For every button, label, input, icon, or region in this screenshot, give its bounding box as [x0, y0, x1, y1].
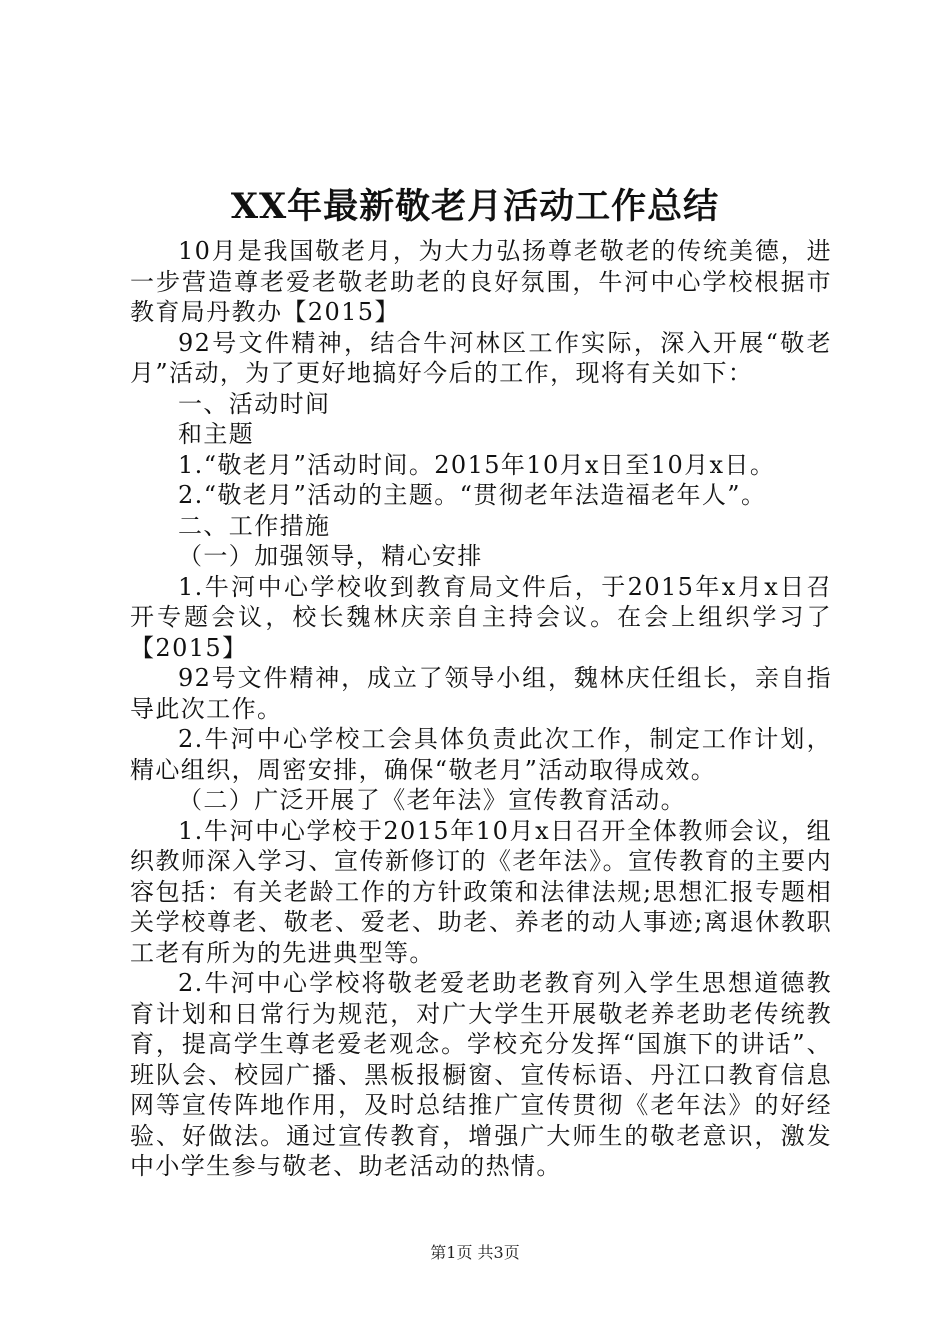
- section-heading-activity-time: 一、活动时间: [178, 389, 331, 418]
- subheading-leadership: （一）加强领导，精心安排: [178, 542, 483, 570]
- section-heading-theme: 和主题: [178, 420, 255, 448]
- page-number-footer: 第1页 共3页: [430, 1243, 520, 1262]
- document-title: XX年最新敬老月活动工作总结: [230, 186, 720, 227]
- document-body: [130, 236, 832, 1182]
- paragraph-leadership-1-continued: 92号文件精神，成立了领导小组，魏林庆任组长，亲自指导此次工作。: [130, 664, 832, 723]
- paragraph-activity-theme: 2.“敬老月”活动的主题。“贯彻老年法造福老年人”。: [178, 481, 767, 509]
- paragraph-publicity-1: 1.牛河中心学校于2015年10月x日召开全体教师会议，组织教师深入学习、宣传新修订的《老年法》。宣传教育的主要内容包括：有关老龄工作的方针政策和法律法规;思想汇报专题相关学校尊老、敬老、爱老、助老、养老的动人事迹;离退休教职工老有所为的先进典型等。: [130, 816, 832, 967]
- section-heading-measures: 二、工作措施: [178, 511, 331, 540]
- paragraph-publicity-2: 2.牛河中心学校将敬老爱老助老教育列入学生思想道德教育计划和日常行为规范，对广大学生开展敬老养老助老传统教育，提高学生尊老爱老观念。学校充分发挥“国旗下的讲话”、班队会、校园广播、黑板报橱窗、宣传标语、丹江口教育信息网等宣传阵地作用，及时总结推广宣传贯彻《老年法》的好经验、好做法。通过宣传教育，增强广大师生的敬老意识，激发中小学生参与敬老、助老活动的热情。: [130, 969, 832, 1180]
- paragraph-intro: 10月是我国敬老月，为大力弘扬尊老敬老的传统美德，进一步营造尊老爱老敬老助老的良好氛围，牛河中心学校根据市教育局丹教办【2015】: [130, 237, 832, 326]
- paragraph-activity-time: 1.“敬老月”活动时间。2015年10月x日至10月x日。: [178, 450, 776, 479]
- paragraph-leadership-1: 1.牛河中心学校收到教育局文件后，于2015年x月x日召开专题会议，校长魏林庆亲自主持会议。在会上组织学习了【2015】: [130, 572, 832, 662]
- paragraph-leadership-2: 2.牛河中心学校工会具体负责此次工作，制定工作计划，精心组织，周密安排，确保“敬老月”活动取得成效。: [130, 725, 832, 784]
- paragraph-intro-continued: 92号文件精神，结合牛河林区工作实际，深入开展“敬老月”活动，为了更好地搞好今后的工作，现将有关如下：: [130, 328, 832, 387]
- subheading-publicity: （二）广泛开展了《老年法》宣传教育活动。: [178, 786, 686, 814]
